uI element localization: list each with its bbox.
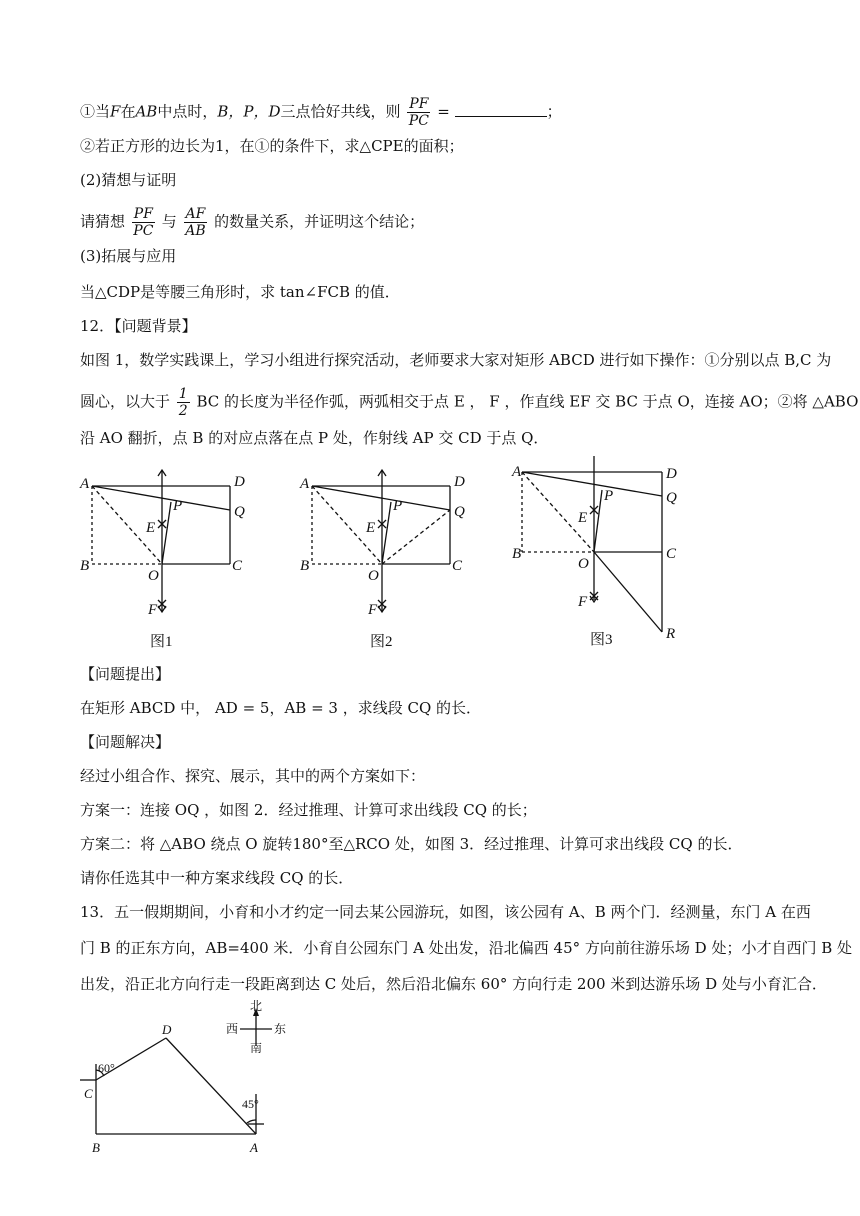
label-c: C [452, 558, 463, 574]
t: 三点恰好共线，则 [280, 102, 401, 121]
text-line-12: 在矩形 ABCD 中， AD = 5，AB = 3 ，求线段 CQ 的长． [80, 699, 482, 717]
fraction-half [177, 386, 190, 419]
text-line-14: 经过小组合作、探究、展示，其中的两个方案如下： [80, 767, 426, 785]
t: BC 的长度为半径作弧，两弧相交于点 E ， F ，作直线 EF 交 BC 于点 O，连接 AO；②将 △ABO [196, 392, 859, 411]
label-b: B [300, 558, 310, 574]
den: PC [408, 113, 429, 129]
label-d: D [234, 474, 245, 490]
t: 与 [161, 212, 177, 231]
label-a: A [512, 464, 522, 480]
text-line-6: 当△CDP是等腰三角形时，求 tan∠FCB 的值． [80, 283, 400, 301]
label-f: F [578, 594, 588, 610]
text-line-10: 沿 AO 翻折，点 B 的对应点落在点 P 处，作射线 AP 交 CD 于点 Q． [80, 429, 549, 447]
num: PF [409, 96, 429, 112]
t: ①当 [80, 102, 111, 121]
text-line-16: 方案二：将 △ABO 绕点 O 旋转180°至△RCO 处，如图 3．经过推理、计算可求出线段 CQ 的长． [80, 835, 743, 853]
text-line-4 [80, 206, 424, 239]
label-q: Q [234, 504, 245, 520]
label-e: E [146, 520, 156, 536]
label-e: E [366, 520, 376, 536]
text-line-1 [80, 96, 562, 129]
angle-label: 60° [98, 1061, 115, 1075]
label-p: P [604, 488, 614, 504]
answer-blank [455, 102, 547, 117]
text-line-20: 出发，沿正北方向行走一段距离到达 C 处后，然后沿北偏东 60° 方向行走 200 米到达游乐场 D 处与小育汇合． [80, 975, 827, 993]
park-map-figure [76, 998, 306, 1158]
label-q: Q [666, 490, 677, 506]
section-heading: 【问题解决】 [80, 733, 171, 751]
t: B，P，D [217, 102, 281, 121]
den: AB [185, 223, 206, 239]
figure-caption: 图3 [590, 632, 613, 648]
figure-caption: 图2 [370, 634, 393, 650]
label-r: R [666, 626, 676, 642]
section-heading: (2)猜想与证明 [80, 171, 177, 189]
t: AB [135, 102, 158, 121]
num: 1 [178, 386, 188, 402]
label-c: C [84, 1086, 93, 1101]
label-c: C [232, 558, 243, 574]
fraction-pf-pc [407, 96, 430, 129]
t: 圆心，以大于 [80, 392, 171, 411]
compass-south: 南 [250, 1041, 263, 1055]
text-line-19: 门 B 的正东方向，AB=400 米．小育自公园东门 A 处出发，沿北偏西 45° 方向前往游乐场 D 处；小才自西门 B 处 [80, 939, 852, 957]
t: 的数量关系，并证明这个结论； [214, 212, 425, 231]
label-a: A [250, 1140, 258, 1155]
problem-heading: 12．【问题背景】 [80, 317, 197, 335]
label-b: B [92, 1140, 100, 1155]
text-line-17: 请你任选其中一种方案求线段 CQ 的长． [80, 869, 354, 887]
label-q: Q [454, 504, 465, 520]
text-line-2: ②若正方形的边长为1，在①的条件下，求△CPE的面积； [80, 137, 464, 155]
label-p: P [173, 498, 183, 514]
compass-west: 西 [226, 1022, 239, 1036]
label-a: A [300, 476, 310, 492]
label-o: O [368, 568, 379, 584]
label-b: B [512, 546, 522, 562]
fraction-af-ab [184, 206, 208, 239]
label-f: F [368, 602, 378, 618]
problem-heading: 13．五一假期期间，小育和小才约定一同去某公园游玩，如图，该公园有 A、B 两个门．经测量，东门 A 在西 [80, 903, 811, 921]
section-heading: 【问题提出】 [80, 665, 171, 683]
figure-caption: 图1 [150, 634, 173, 650]
label-f: F [148, 602, 158, 618]
label-b: B [80, 558, 90, 574]
label-o: O [148, 568, 159, 584]
text-line-15: 方案一：连接 OQ ，如图 2．经过推理、计算可求出线段 CQ 的长； [80, 801, 537, 819]
t: 中点时， [157, 102, 218, 121]
label-c: C [666, 546, 677, 562]
den: 2 [178, 403, 188, 419]
fraction-pf-pc [132, 206, 155, 239]
num: PF [133, 206, 153, 222]
figure-1 [78, 462, 268, 652]
label-d: D [666, 466, 677, 482]
t: ； [546, 102, 562, 121]
label-d: D [162, 1022, 172, 1037]
label-e: E [578, 510, 588, 526]
angle-label: 45° [242, 1097, 259, 1111]
t: 请猜想 [80, 212, 126, 231]
compass-east: 东 [274, 1022, 287, 1036]
figure-2 [298, 462, 488, 652]
label-o: O [578, 556, 589, 572]
t: 在 [120, 102, 136, 121]
compass-north: 北 [250, 999, 263, 1013]
den: PC [133, 223, 154, 239]
t: F [110, 102, 121, 121]
section-heading: (3)拓展与应用 [80, 247, 177, 265]
label-p: P [393, 498, 403, 514]
figure-3 [508, 456, 698, 656]
num: AF [185, 206, 206, 222]
t: = [437, 102, 450, 121]
text-line-8: 如图 1，数学实践课上，学习小组进行探究活动，老师要求大家对矩形 ABCD 进行如下操作：①分别以点 B,C 为 [80, 351, 832, 369]
label-d: D [454, 474, 465, 490]
label-a: A [80, 476, 90, 492]
text-line-9 [80, 386, 858, 419]
